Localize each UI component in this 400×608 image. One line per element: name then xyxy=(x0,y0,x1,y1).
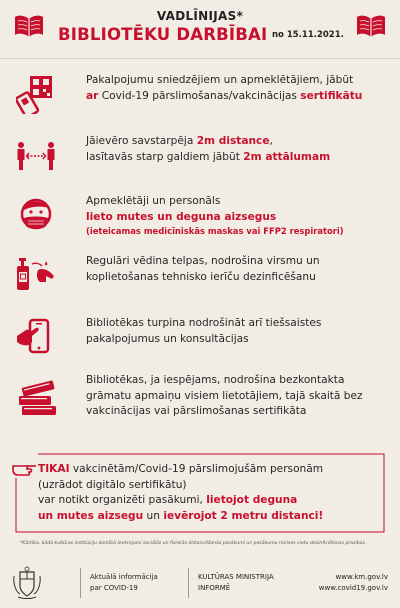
guideline-text: pakalpojumus un konsultācijas xyxy=(86,332,249,345)
highlight-text: TIKAI xyxy=(38,463,70,475)
highlight-text: 2m distance xyxy=(196,135,270,147)
latvia-coat-of-arms-icon xyxy=(12,566,42,600)
guideline-text: Regulāri vēdina telpas, nodrošina virsmu un xyxy=(86,255,320,267)
guideline-text: vakcinācijas vai pārslimošanas sertifikāta xyxy=(86,405,307,417)
guideline-text: Pakalpojumu sniedzējiem un apmeklētājiem, jābūt xyxy=(86,74,354,86)
pointing-hand-icon xyxy=(12,460,38,478)
ministry-name: KULTŪRAS MINISTRIJA xyxy=(198,573,274,581)
highlight-text: sertifikātu xyxy=(300,89,363,102)
footer-divider xyxy=(80,568,81,598)
header xyxy=(0,0,400,58)
notice-text: un xyxy=(143,509,164,522)
header-subtitle: BIBLIOTĒKU DARBĪBAI xyxy=(58,25,268,44)
guideline-disinfection xyxy=(0,248,400,304)
open-book-icon xyxy=(356,14,386,38)
header-date: no 15.11.2021. xyxy=(272,30,344,40)
guideline-online-services xyxy=(0,310,400,366)
guideline-text: grāmatu apmaiņu visiem lietotājiem, tajā skaitā bez xyxy=(86,389,363,402)
guideline-text: Bibliotēkas, ja iespējams, nodrošina bezkontakta xyxy=(86,374,345,386)
notice-text: var notikt organizēti pasākumi, xyxy=(38,494,207,506)
highlight-text: ar xyxy=(86,89,99,102)
highlight-text: 2m attālumam xyxy=(243,150,331,163)
distance-people-icon xyxy=(16,136,56,176)
smartphone-hand-icon xyxy=(16,316,56,356)
website-link[interactable]: www.km.gov.lv xyxy=(335,573,388,581)
guideline-text: koplietošanas tehnisko ierīču dezinficēšanu xyxy=(86,270,316,283)
guideline-text: Covid-19 pārslimošanas/vakcinācijas xyxy=(98,89,301,102)
footer-info-text: par COVID-19 xyxy=(90,583,138,592)
notice-text: vakcinētām/Covid-19 pārslimojušām personām xyxy=(69,463,324,475)
highlight-text: lieto mutes un deguna aizsegus xyxy=(86,210,277,223)
divider xyxy=(0,58,400,59)
qr-certificate-icon xyxy=(16,74,56,114)
footer-divider xyxy=(188,568,189,598)
guideline-note: (ieteicamas medicīniskās maskas vai FFP2 respiratori) xyxy=(86,226,344,236)
highlight-text: ievērojot 2 metru distanci! xyxy=(163,509,324,522)
footnote: *Kārtība, kādā kultūras institūciju darbībā ievērojami sociālās un fiziskās distancēšanās pasākumi un pasākumu norises vietu dezinficēšanas prasības. xyxy=(20,541,367,546)
guideline-text: Jāievēro savstarpēja xyxy=(86,135,197,147)
guideline-contactless-exchange xyxy=(0,366,400,442)
guideline-text: , xyxy=(269,135,273,147)
highlight-text: lietojot deguna xyxy=(206,494,298,506)
header-title: VADLĪNIJAS* xyxy=(156,9,244,23)
guideline-text: Apmeklētāji un personāls xyxy=(86,195,221,207)
guideline-text: lasītavās starp galdiem jābūt xyxy=(86,150,244,163)
guideline-certificate xyxy=(0,66,400,122)
footer-info-text: Aktuālā informācija xyxy=(90,573,158,581)
event-notice xyxy=(38,462,378,524)
guideline-mask xyxy=(0,188,400,248)
disinfectant-icon xyxy=(16,254,56,294)
face-mask-icon xyxy=(16,196,56,236)
notice-text: (uzrādot digitālo sertifikātu) xyxy=(38,478,187,491)
highlight-text: un mutes aizsegu xyxy=(38,509,144,522)
website-link[interactable]: www.covid19.gov.lv xyxy=(318,583,388,592)
footer xyxy=(0,556,400,608)
guideline-text: Bibliotēkas turpina nodrošināt arī tiešsaistes xyxy=(86,317,322,329)
books-stack-icon xyxy=(16,374,60,418)
ministry-informs: INFORMĒ xyxy=(198,583,231,592)
guideline-distance xyxy=(0,128,400,184)
